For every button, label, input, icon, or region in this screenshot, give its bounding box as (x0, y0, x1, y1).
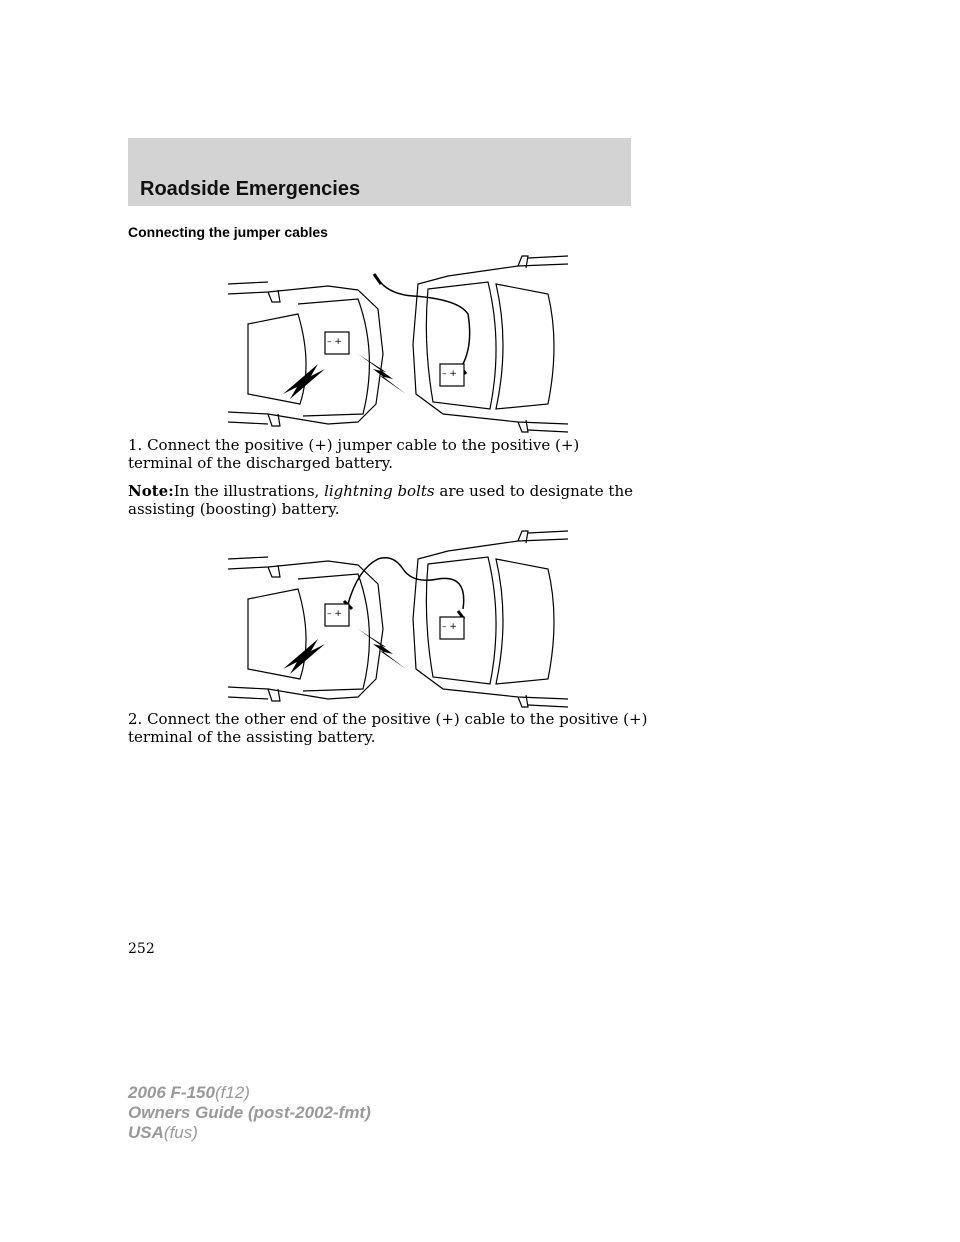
footer-line-3 (128, 1123, 371, 1143)
footer-market: USA (128, 1123, 164, 1142)
footer-line-1 (128, 1083, 371, 1103)
header-band (128, 138, 631, 206)
footer (128, 1083, 371, 1143)
footer-line-2: Owners Guide (post-2002-fmt) (128, 1103, 371, 1122)
note-emphasis: lightning bolts (324, 482, 435, 500)
battery-label-right: – + (442, 622, 457, 632)
section-title: Connecting the jumper cables (128, 224, 328, 240)
step-2: 2. Connect the other end of the positive (+) cable to the positive (+) terminal of the assisting battery. (128, 710, 648, 746)
step-1: 1. Connect the positive (+) jumper cable to the positive (+) terminal of the discharged battery. (128, 436, 580, 472)
jumper-cable-diagram-2 (228, 529, 568, 719)
battery-label-right: – + (442, 369, 457, 379)
battery-label-left: – + (327, 337, 342, 347)
footer-model-code: (f12) (214, 1083, 250, 1102)
note-text-before: In the illustrations, (173, 482, 325, 500)
page-number: 252 (128, 941, 155, 957)
battery-label-left: – + (327, 609, 342, 619)
note (128, 482, 648, 518)
lightning-bolt-icon (283, 364, 325, 399)
jumper-cable-diagram-1 (228, 254, 568, 444)
footer-market-code: (fus) (163, 1123, 198, 1142)
note-label: Note: (128, 482, 174, 500)
note-text-after: are used to designate the assisting (boosting) battery. (128, 482, 633, 518)
lightning-bolt-icon (283, 639, 325, 674)
page-title: Roadside Emergencies (140, 178, 361, 200)
footer-model: 2006 F-150 (128, 1083, 215, 1102)
